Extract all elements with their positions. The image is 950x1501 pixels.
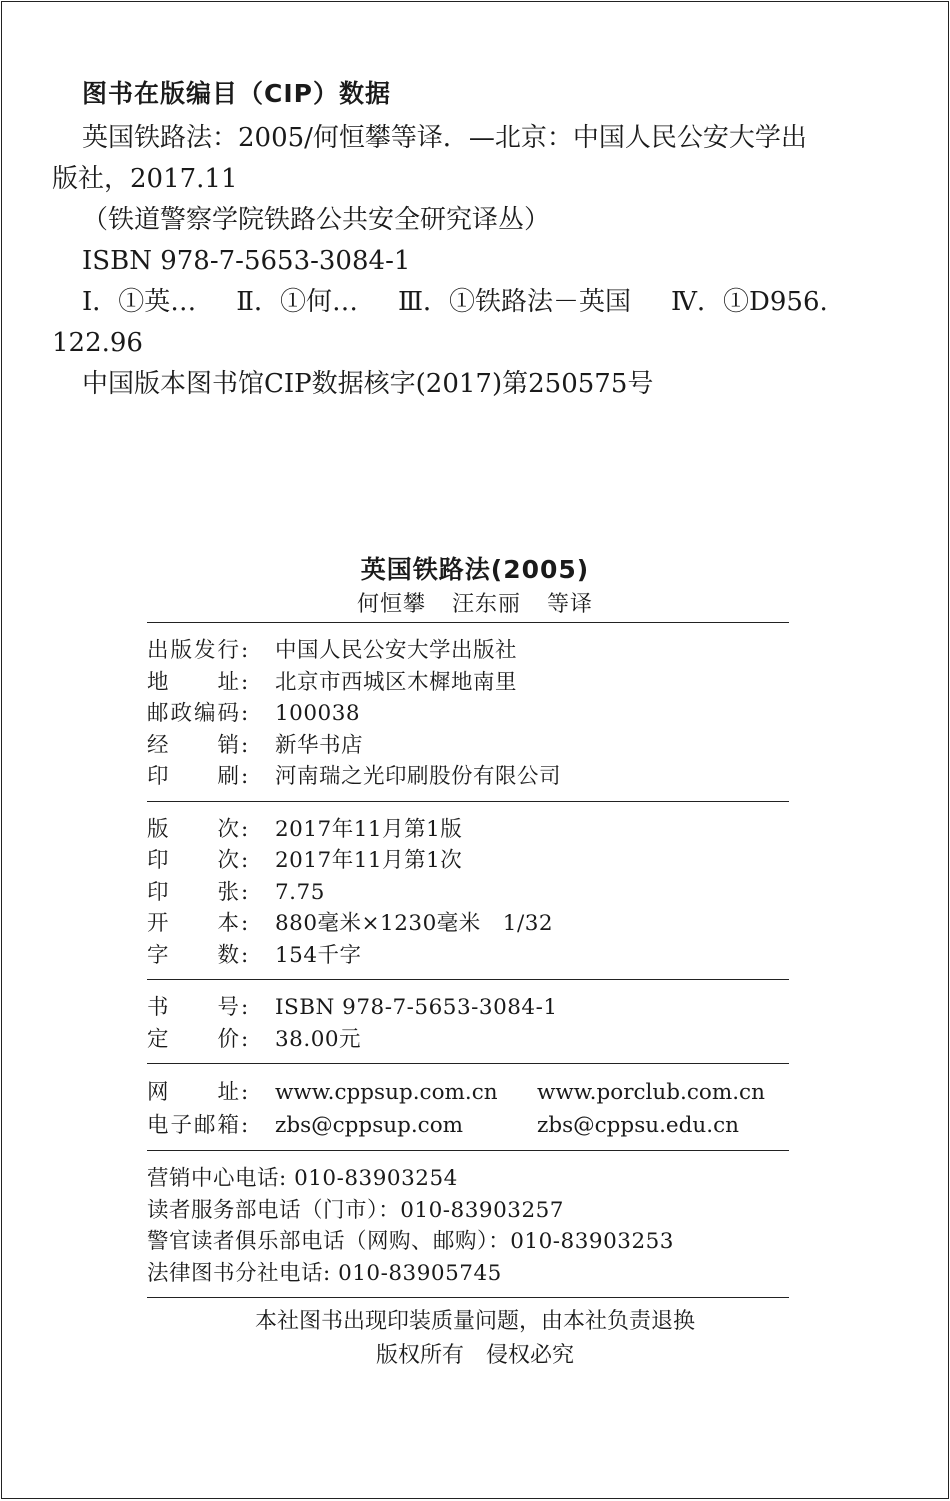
phone-line: 营销中心电话: 010-83903254 <box>147 1166 458 1191</box>
info-value: 100038 <box>275 701 361 726</box>
info-label: 地 址: <box>147 669 251 695</box>
phone-line: 警官读者俱乐部电话（网购、邮购）：010-83903253 <box>147 1229 674 1254</box>
email-row <box>147 1109 789 1142</box>
info-row <box>147 877 789 909</box>
info-row <box>147 667 789 699</box>
email-label: 电子邮箱: <box>147 1113 251 1138</box>
info-value: 880毫米×1230毫米 1/32 <box>275 911 554 936</box>
info-label: 印 张: <box>147 879 251 905</box>
cip-isbn: ISBN 978-7-5653-3084-1 <box>82 246 411 276</box>
info-label: 出版发行: <box>147 638 251 663</box>
info-value: 2017年11月第1次 <box>275 848 463 873</box>
cip-heading: 图书在版编目（CIP）数据 <box>82 79 391 108</box>
book-title: 英国铁路法(2005) <box>360 555 590 584</box>
cip-series: （铁道警察学院铁路公共安全研究译丛） <box>82 205 551 235</box>
info-row <box>147 940 789 972</box>
email-1: zbs@cppsup.com <box>275 1113 464 1138</box>
cip-class-1: Ⅰ．①英… <box>82 287 197 317</box>
website-row <box>147 1076 789 1109</box>
info-row <box>147 845 789 877</box>
info-value: 7.75 <box>275 879 325 905</box>
info-value: 河南瑞之光印刷股份有限公司 <box>275 764 562 789</box>
info-row <box>147 635 789 667</box>
cip-data-section <box>52 74 908 405</box>
website-link-1: www.cppsup.com.cn <box>275 1080 498 1105</box>
info-row <box>147 761 789 793</box>
info-value: 38.00元 <box>275 1026 362 1052</box>
info-row <box>147 730 789 762</box>
book-authors: 何恒攀 汪东丽 等译 <box>357 592 593 617</box>
cip-citation-line: 英国铁路法：2005/何恒攀等译．—北京：中国人民公安大学出 <box>82 123 807 153</box>
copyright-page <box>1 1 949 1499</box>
email-2: zbs@cppsu.edu.cn <box>537 1113 739 1138</box>
web-block <box>147 1064 789 1150</box>
website-link-2: www.porclub.com.cn <box>537 1080 765 1105</box>
info-label: 印 刷: <box>147 764 251 789</box>
info-label: 版 次: <box>147 816 251 842</box>
cip-class-2: Ⅱ．①何… <box>236 287 358 317</box>
info-row <box>147 992 789 1024</box>
price-block <box>147 980 789 1063</box>
cip-classification-continued: 122.96 <box>52 328 143 358</box>
divider <box>147 1297 789 1298</box>
quality-notice: 本社图书出现印装质量问题，由本社负责退换 <box>254 1309 695 1334</box>
rights-notice: 版权所有 侵权必究 <box>375 1343 574 1368</box>
info-label: 字 数: <box>147 942 251 968</box>
info-row <box>147 908 789 940</box>
colophon <box>147 622 789 1298</box>
info-row <box>147 698 789 730</box>
info-row <box>147 814 789 846</box>
phone-line: 法律图书分社电话: 010-83905745 <box>147 1260 502 1286</box>
cip-class-4: Ⅳ．①D956. <box>671 287 828 317</box>
cip-class-3: Ⅲ．①铁路法－英国 <box>397 287 632 317</box>
edition-block <box>147 802 789 980</box>
phone-block <box>147 1151 789 1297</box>
website-label: 网 址: <box>147 1080 251 1105</box>
cip-record-number: 中国版本图书馆CIP数据核字(2017)第250575号 <box>82 369 654 399</box>
info-value: ISBN 978-7-5653-3084-1 <box>275 995 558 1020</box>
info-value: 154千字 <box>275 942 362 968</box>
info-value: 新华书店 <box>275 732 364 758</box>
cip-citation-line-continued: 版社，2017.11 <box>52 164 238 194</box>
info-label: 经 销: <box>147 732 251 758</box>
footer <box>2 1305 948 1373</box>
info-row <box>147 1024 789 1056</box>
info-label: 书 号: <box>147 995 251 1020</box>
info-value: 中国人民公安大学出版社 <box>275 638 518 663</box>
info-value: 2017年11月第1版 <box>275 816 463 842</box>
info-label: 定 价: <box>147 1026 251 1052</box>
info-value: 北京市西城区木樨地南里 <box>275 669 518 695</box>
phone-line: 读者服务部电话（门市）：010-83903257 <box>147 1197 564 1223</box>
info-label: 开 本: <box>147 911 251 936</box>
info-label: 印 次: <box>147 848 251 873</box>
publisher-block <box>147 623 789 801</box>
info-label: 邮政编码: <box>147 701 251 726</box>
cip-classification <box>52 282 908 323</box>
